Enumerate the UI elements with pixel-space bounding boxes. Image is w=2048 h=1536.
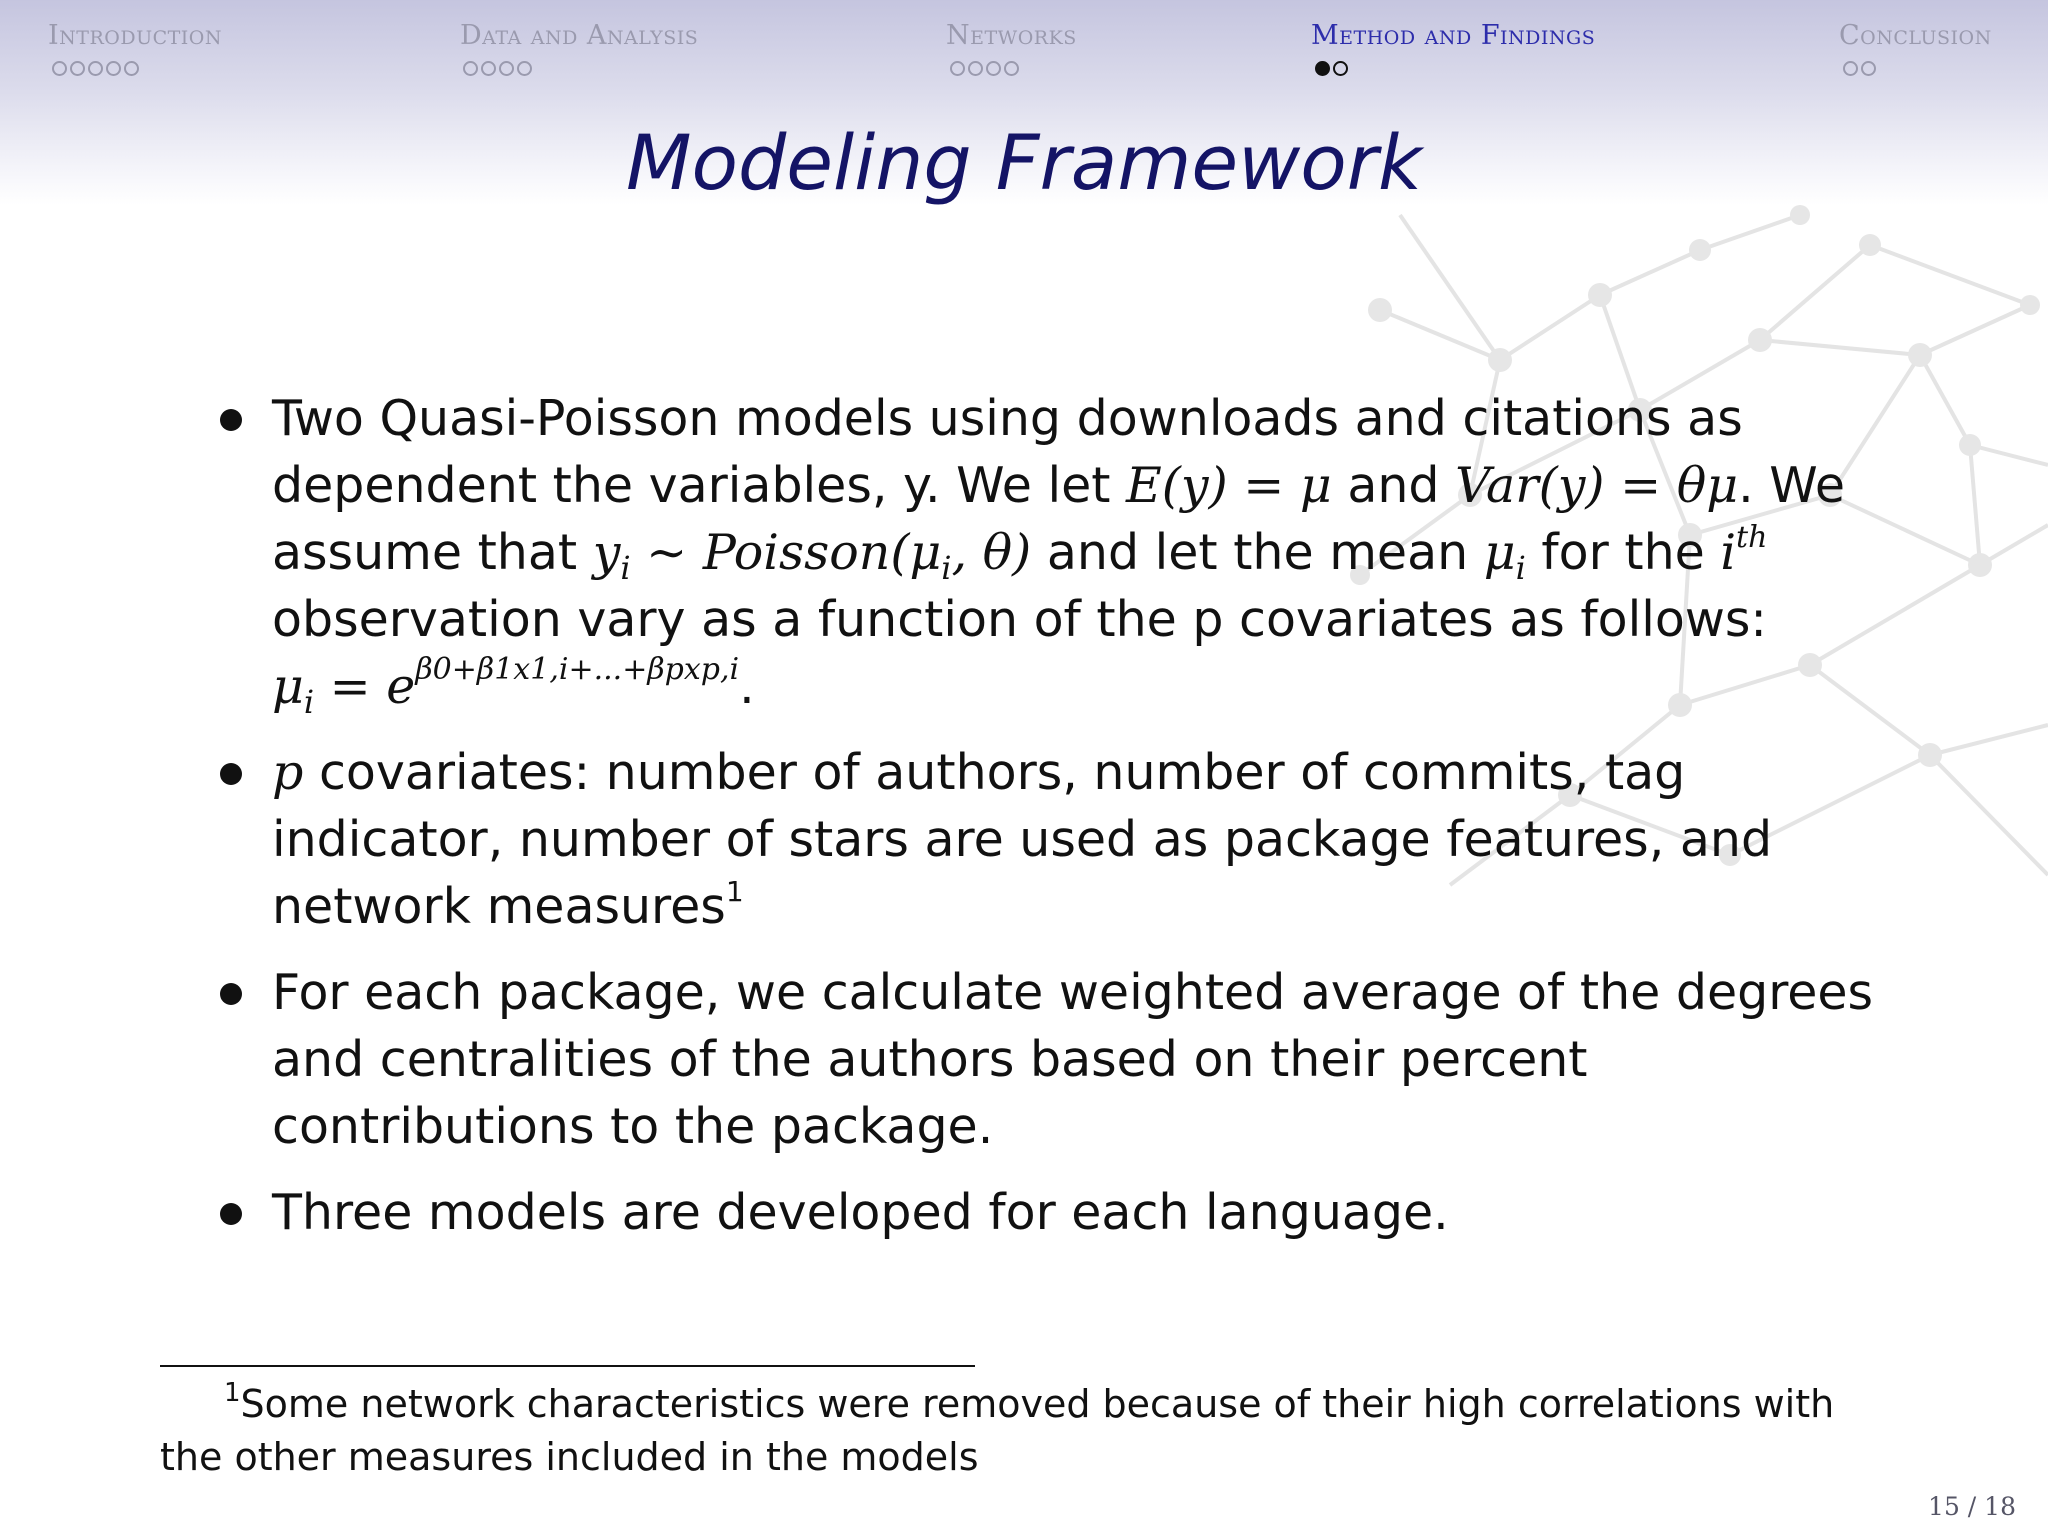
nav-dots-introduction[interactable] — [52, 58, 139, 80]
slide-title: Modeling Framework — [625, 118, 1423, 207]
math-superscript: th — [1736, 520, 1768, 555]
bullet-icon — [220, 409, 242, 431]
nav-section-networks[interactable]: Networks — [946, 20, 1077, 51]
bullet-text: and — [1331, 457, 1456, 514]
footnote-rule — [160, 1365, 975, 1367]
nav-dot[interactable] — [106, 61, 121, 76]
nav-section-introduction[interactable]: Introduction — [48, 20, 223, 51]
math-variance: Var(y) = θμ — [1455, 457, 1739, 514]
nav-dot[interactable] — [1333, 61, 1348, 76]
bullet-weighted-average — [210, 959, 1910, 1160]
nav-dot[interactable] — [1843, 61, 1858, 76]
nav-dot[interactable] — [1861, 61, 1876, 76]
math-symbol: = e — [314, 658, 416, 715]
bullet-text: covariates: number of authors, number of commits, tag indicator, number of stars are used as package features, and network measures — [272, 744, 1773, 935]
nav-dot[interactable] — [124, 61, 139, 76]
bullet-icon — [220, 763, 242, 785]
math-symbol: μ — [272, 658, 304, 715]
math-subscript: i — [303, 683, 315, 721]
math-subscript: i — [941, 549, 952, 587]
bullet-text: observation vary as a function of the p covariates as follows: — [272, 591, 1767, 648]
bullet-icon — [220, 983, 242, 1005]
math-symbol: ∼ Poisson(μ — [630, 524, 942, 581]
nav-dot[interactable] — [950, 61, 965, 76]
math-mean — [1483, 524, 1526, 587]
footnote-marker[interactable]: 1 — [725, 875, 744, 908]
math-exponent: β0+β1x1,i+...+βpxp,i — [415, 652, 740, 687]
nav-section-conclusion[interactable]: Conclusion — [1839, 20, 1992, 51]
bullet-text: For each package, we calculate weighted average of the degrees and centralities of the authors based on their percent contributions to the package. — [272, 964, 1874, 1155]
bullet-quasi-poisson-models — [210, 385, 1910, 720]
nav-dot[interactable] — [499, 61, 514, 76]
nav-dot[interactable] — [70, 61, 85, 76]
bullet-text: and let the mean — [1031, 524, 1484, 581]
nav-dots-data-and-analysis[interactable] — [463, 58, 532, 80]
nav-dot[interactable] — [1004, 61, 1019, 76]
bullet-text: for the — [1525, 524, 1721, 581]
nav-dot[interactable] — [986, 61, 1001, 76]
nav-dot[interactable] — [88, 61, 103, 76]
footnote — [160, 1378, 1900, 1484]
nav-dot[interactable] — [463, 61, 478, 76]
nav-dot[interactable] — [52, 61, 67, 76]
bullet-three-models — [210, 1179, 1910, 1246]
footnote-text: Some network characteristics were removed because of their high correlations with the other measures included in the models — [160, 1382, 1835, 1479]
bullet-text: Two Quasi-Poisson models using downloads and citations as dependent the variables, y. We let — [272, 390, 1743, 514]
math-mean-equation — [272, 652, 740, 721]
footnote-number: 1 — [224, 1378, 241, 1408]
nav-dots-method-and-findings[interactable] — [1315, 58, 1348, 80]
math-ith — [1720, 520, 1768, 581]
math-symbol: y — [592, 524, 621, 581]
bullet-icon — [220, 1203, 242, 1225]
bullet-list — [210, 385, 1910, 1265]
math-distribution — [592, 524, 1032, 587]
math-symbol: i — [1720, 524, 1737, 581]
bullet-text: Three models are developed for each language. — [272, 1184, 1449, 1241]
math-subscript: i — [620, 549, 631, 587]
page-number: 15 / 18 — [1928, 1492, 2016, 1521]
bullet-text: . — [739, 658, 755, 715]
bullet-covariates — [210, 739, 1910, 940]
nav-dot[interactable] — [517, 61, 532, 76]
nav-dots-networks[interactable] — [950, 58, 1019, 80]
math-symbol: , θ) — [951, 524, 1032, 581]
math-symbol: p — [272, 744, 304, 801]
bullet-text: . We assume that — [272, 457, 1845, 581]
nav-section-data-and-analysis[interactable]: Data and Analysis — [460, 20, 699, 51]
nav-section-method-and-findings[interactable]: Method and Findings — [1311, 20, 1596, 51]
math-subscript: i — [1515, 549, 1526, 587]
nav-dot[interactable] — [968, 61, 983, 76]
nav-dots-conclusion[interactable] — [1843, 58, 1876, 80]
nav-dot-current[interactable] — [1315, 61, 1330, 76]
nav-dot[interactable] — [481, 61, 496, 76]
math-expectation: E(y) = μ — [1126, 457, 1332, 514]
math-symbol: μ — [1483, 524, 1516, 581]
